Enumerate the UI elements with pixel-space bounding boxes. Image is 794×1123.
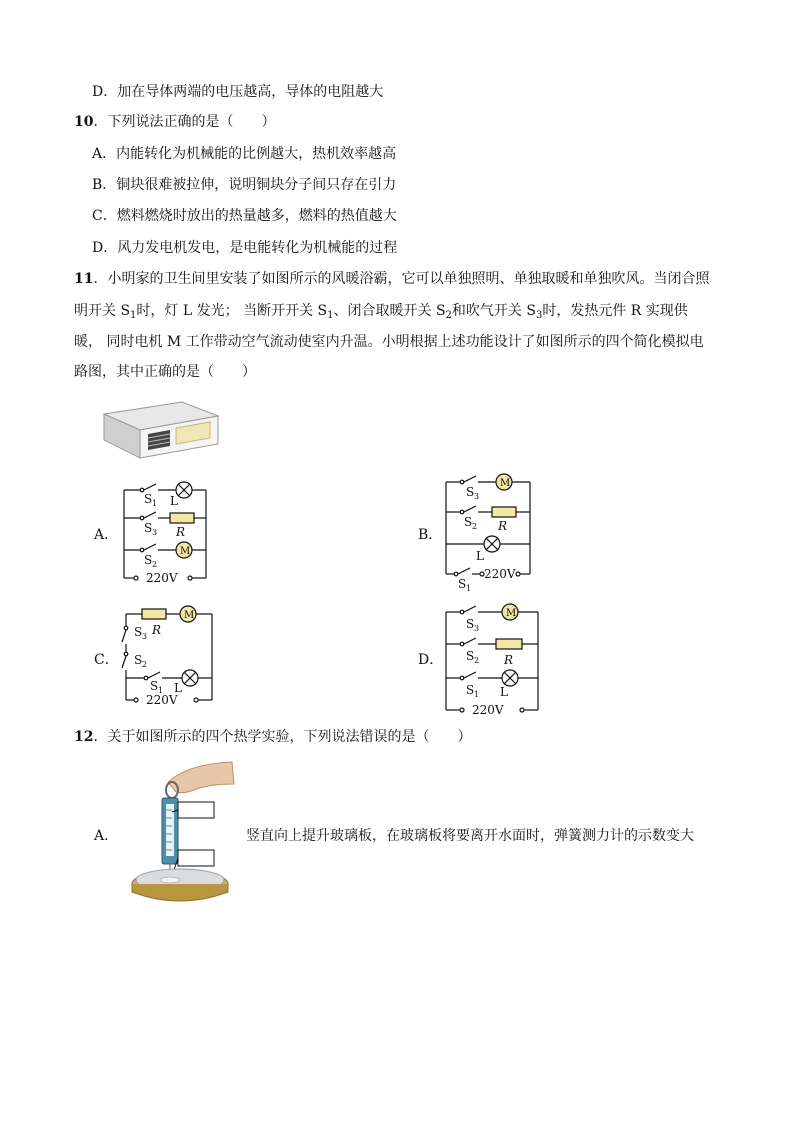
q11-stem-line4: 路图，其中正确的是（ ） xyxy=(74,364,256,380)
circuit-a-s3: 3 xyxy=(152,528,158,537)
circuit-d-lamp-l: L xyxy=(500,685,508,699)
circuit-d-s3-s: S xyxy=(466,617,475,631)
circuit-a-s2-s: S xyxy=(144,553,153,567)
circuit-d-label: D． xyxy=(418,652,444,668)
circuit-d-s2: 2 xyxy=(474,656,480,665)
q12-stem-text: ．关于如图所示的四个热学实验，下列说法错误的是（ ） xyxy=(93,729,472,745)
circuit-a-label: A． xyxy=(94,527,119,543)
circuit-b-lamp-l: L xyxy=(476,549,484,563)
circuit-a-voltage: 220V xyxy=(146,571,178,585)
circuit-a-r: R xyxy=(176,525,186,539)
q11-l2b: 时，灯 L 发光； 当断开开关 S xyxy=(136,303,328,319)
q12-number: 12 xyxy=(74,729,94,745)
circuit-a xyxy=(118,478,218,588)
q11-l2e: 时，发热元件 R 实现供 xyxy=(542,303,688,319)
circuit-d-r: R xyxy=(504,653,514,667)
circuit-b-s2-s: S xyxy=(464,515,473,529)
q10-stem-text: ．下列说法正确的是（ ） xyxy=(93,114,276,130)
circuit-c-s3-s: S xyxy=(134,625,143,639)
q10-option-a: A．内能转化为机械能的比例越大，热机效率越高 xyxy=(92,146,397,162)
circuit-a-s3-s: S xyxy=(144,521,153,535)
circuit-d-motor-m: M xyxy=(506,608,517,619)
circuit-c-label: C． xyxy=(94,652,119,668)
circuit-b-label: B． xyxy=(418,527,443,543)
q11-stem-line1 xyxy=(74,269,709,289)
circuit-a-motor-m: M xyxy=(180,546,191,557)
circuit-b-s3-s: S xyxy=(466,485,475,499)
circuit-c-s1: 1 xyxy=(158,686,164,695)
q11-l2c: 、闭合取暖开关 S xyxy=(333,303,446,319)
q11-l2s2: 1 xyxy=(327,310,334,321)
circuit-d-voltage: 220V xyxy=(472,703,504,717)
circuit-d xyxy=(440,598,544,718)
circuit-d-s1-s: S xyxy=(466,683,475,697)
q12-option-a-label: A． xyxy=(94,828,119,844)
q12-option-a-text: 竖直向上提升玻璃板，在玻璃板将要离开水面时，弹簧测力计的示数变大 xyxy=(246,828,694,844)
circuit-b-r: R xyxy=(498,519,508,533)
circuit-c-r: R xyxy=(152,623,162,637)
circuit-c-s1-s: S xyxy=(150,679,159,693)
circuit-a-s2: 2 xyxy=(152,560,158,569)
bath-heater-image xyxy=(98,400,222,462)
circuit-a-lamp-l: L xyxy=(170,494,178,508)
q12-stem xyxy=(74,727,471,747)
q10-option-c: C．燃料燃烧时放出的热量越多，燃料的热值越大 xyxy=(92,208,397,224)
circuit-d-s3: 3 xyxy=(474,624,480,633)
q11-l2s4: 3 xyxy=(535,310,543,321)
q11-stem-text1: ．小明家的卫生间里安装了如图所示的风暖浴霸，它可以单独照明、单独取暖和单独吹风。当闭合照 xyxy=(93,271,710,287)
circuit-b-s3: 3 xyxy=(474,492,480,501)
spring-scale-experiment-image xyxy=(128,760,238,902)
circuit-c-voltage: 220V xyxy=(146,693,178,707)
q11-l2s1: 1 xyxy=(130,310,137,321)
circuit-c-s3: 3 xyxy=(142,632,148,641)
circuit-c-motor-m: M xyxy=(184,610,195,621)
q11-number: 11 xyxy=(74,271,94,287)
q11-l2a: 明开关 S xyxy=(74,303,131,319)
circuit-a-s1: 1 xyxy=(152,499,158,508)
circuit-b-motor-m: M xyxy=(500,478,511,489)
circuit-c-lamp-l: L xyxy=(174,681,182,695)
q10-stem xyxy=(74,112,275,132)
circuit-b-s2: 2 xyxy=(472,522,478,531)
circuit-b-voltage: 220V xyxy=(484,567,516,581)
q11-stem-line2 xyxy=(74,301,688,321)
q10-option-b: B．铜块很难被拉伸，说明铜块分子间只存在引力 xyxy=(92,177,397,193)
circuit-c xyxy=(118,600,218,710)
circuit-b-s1-s: S xyxy=(458,577,467,591)
circuit-a-s: S xyxy=(144,492,153,506)
q11-l2d: 和吹气开关 S xyxy=(451,303,536,319)
q11-stem-line3: 暖， 同时电机 M 工作带动空气流动使室内升温。小明根据上述功能设计了如图所示的四个简化模拟电 xyxy=(74,334,704,350)
circuit-b xyxy=(440,470,540,592)
circuit-d-s2-s: S xyxy=(466,649,475,663)
q9-option-d: D．加在导体两端的电压越高，导体的电阻越大 xyxy=(92,84,384,100)
circuit-c-s2: 2 xyxy=(142,660,148,669)
q10-option-d: D．风力发电机发电，是电能转化为机械能的过程 xyxy=(92,240,398,256)
q10-number: 10 xyxy=(74,114,94,130)
circuit-b-s1: 1 xyxy=(466,584,472,592)
circuit-d-s1: 1 xyxy=(474,690,480,699)
q11-l2s3: 2 xyxy=(445,310,452,321)
circuit-c-s2-s: S xyxy=(134,653,143,667)
